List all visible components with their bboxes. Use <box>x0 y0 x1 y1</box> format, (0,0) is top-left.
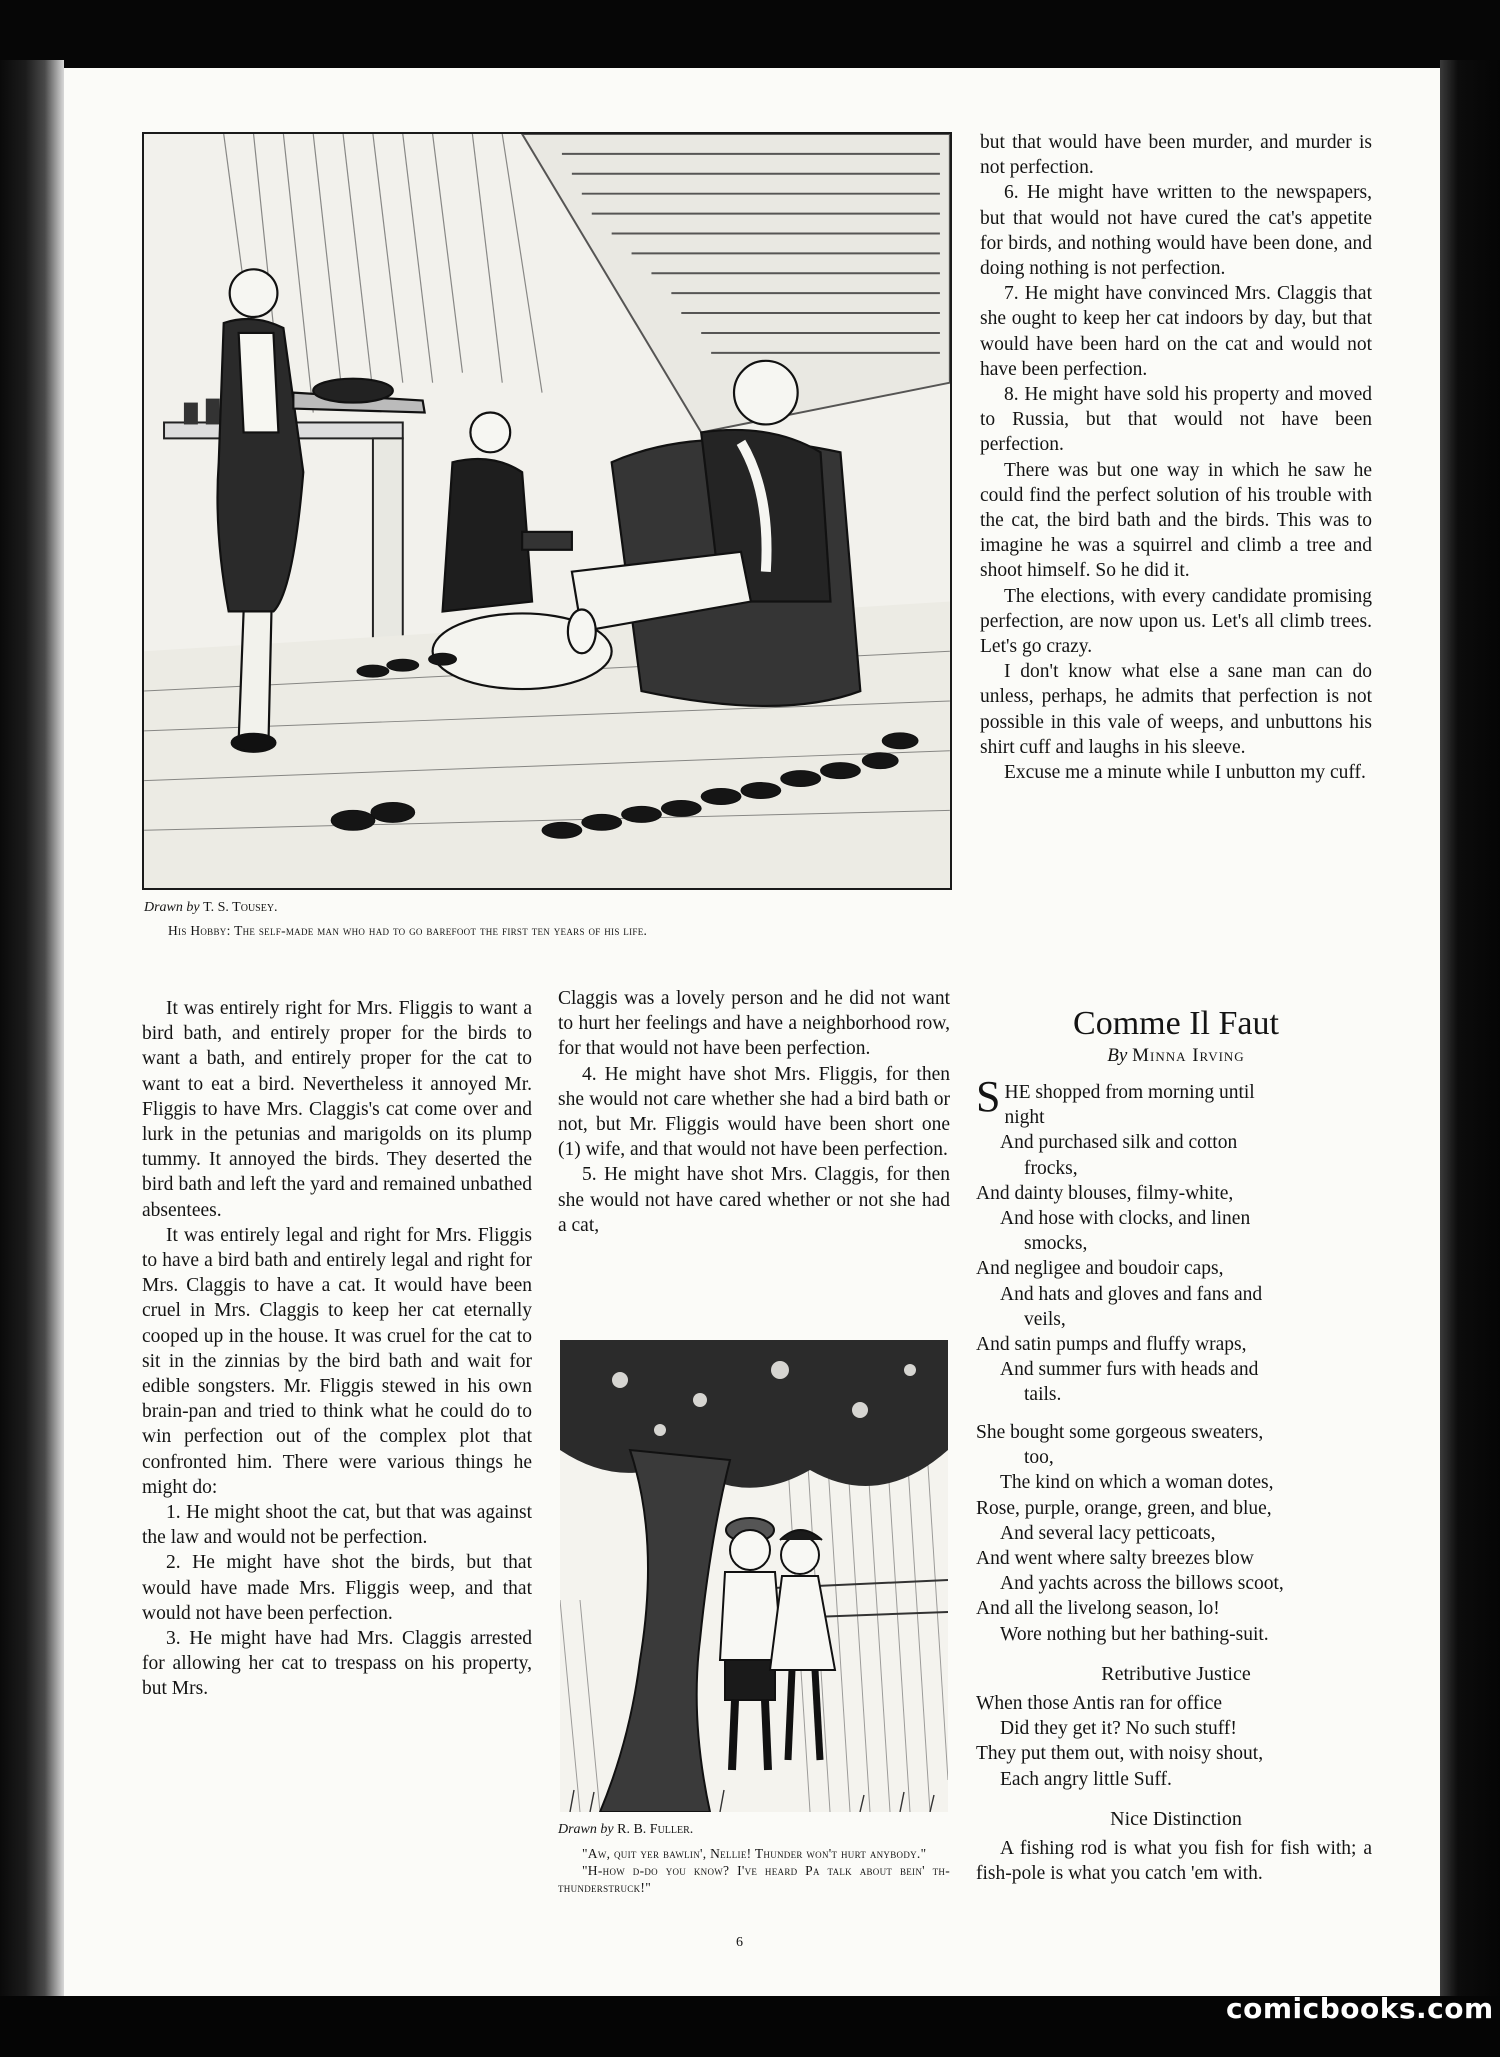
caption-line: "H-how d-do you know? I've heard Pa talk about bein' th-thunderstruck!" <box>558 1863 950 1895</box>
scan-border-right <box>1440 60 1500 2000</box>
poem-line: And hats and gloves and fans and <box>1000 1283 1263 1305</box>
article-paragraph: It was entirely legal and right for Mrs. Fliggis to have a bird bath and entirely legal and right for Mrs. Claggis to have a cat. It would have been cruel in Mrs. Claggis to keep her cat eternally cooped up in the house. It was cruel for the cat to sit in the zinnias by the bird bath and wait for edible songsters. Mr. Fliggis stewed in his own brain-pan and tried to think what he could do to win perfection out of the complex plot that confronted him. There were various things he might do: <box>142 1224 532 1498</box>
article-paragraph: The elections, with every candidate promising perfection, are now upon us. Let's all climb trees. Let's go crazy. <box>980 585 1372 658</box>
poem-line: frocks, <box>1024 1157 1078 1179</box>
credit-prefix: Drawn by <box>558 1822 614 1837</box>
scan-border-top <box>0 0 1500 68</box>
poem-stanza-2 <box>976 1420 1376 1647</box>
illustration-caption <box>558 1845 950 1896</box>
illustration-credit <box>558 1822 693 1838</box>
poem-line: And went where salty breezes blow <box>976 1548 1254 1570</box>
credit-artist: T. S. Tousey. <box>203 900 278 915</box>
poem-stanza-1 <box>976 1072 1376 1408</box>
illustration-caption: His Hobby: The self-made man who had to go barefoot the first ten years of his life. <box>168 923 648 938</box>
poem-line: Each angry little Suff. <box>1000 1768 1172 1790</box>
article-paragraph: 5. He might have shot Mrs. Claggis, for then she would not have cared whether or not she had a cat, <box>558 1164 950 1236</box>
poem-line: tails. <box>1024 1384 1062 1406</box>
poem-byline <box>980 1045 1372 1067</box>
byline-prefix: By <box>1107 1045 1128 1066</box>
nice-distinction-text: A fishing rod is what you fish for fish with; a fish-pole is what you catch 'em with. <box>976 1838 1372 1885</box>
article-paragraph: 6. He might have written to the newspapers, but that would not have cured the cat's appetite for birds, and nothing would have been done, and doing nothing is not perfection. <box>980 182 1372 280</box>
illustration-drawing <box>560 1340 948 1812</box>
poem-line: And negligee and boudoir caps, <box>976 1258 1224 1280</box>
article-column-3 <box>980 130 1372 785</box>
poem-title: Retributive Justice <box>1101 1663 1251 1685</box>
article-paragraph: 1. He might shoot the cat, but that was against the law and would not be perfection. <box>142 1502 532 1549</box>
poem-line: They put them out, with noisy shout, <box>976 1743 1264 1765</box>
poem-line: The kind on which a woman dotes, <box>1000 1472 1274 1494</box>
poem-retributive-justice <box>976 1691 1376 1792</box>
poem-line: And yachts across the billows scoot, <box>1000 1573 1284 1595</box>
article-paragraph: Claggis was a lovely person and he did not want to hurt her feelings and have a neighborhood row, for that would not have been perfection. <box>558 988 950 1060</box>
article-paragraph: 8. He might have sold his property and moved to Russia, but that would not have been perfection. <box>980 384 1372 456</box>
poem-line: And summer furs with heads and <box>1000 1359 1259 1381</box>
article-column-1 <box>142 996 532 1702</box>
poem-line: Wore nothing but her bathing-suit. <box>1000 1623 1269 1645</box>
article-paragraph: 7. He might have convinced Mrs. Claggis that she ought to keep her cat indoors by day, but that would have been hard on the cat and would not have been perfection. <box>980 283 1372 380</box>
article-paragraph: Excuse me a minute while I unbutton my cuff. <box>1004 762 1366 784</box>
poem-line: She bought some gorgeous sweaters, <box>976 1422 1264 1443</box>
poem-line: night <box>1004 1107 1045 1129</box>
illustration-self-made-man <box>142 132 952 890</box>
illustration-kids-in-rain <box>560 1340 948 1812</box>
illustration-drawing <box>144 134 950 888</box>
article-paragraph: 2. He might have shot the birds, but that would have made Mrs. Fliggis weep, and that would not have been perfection. <box>142 1552 532 1624</box>
credit-artist: R. B. Fuller. <box>617 1822 694 1837</box>
poem-line: And all the livelong season, lo! <box>976 1598 1220 1620</box>
page-number: 6 <box>736 1935 743 1950</box>
poem-line: Did they get it? No such stuff! <box>1000 1718 1237 1740</box>
credit-prefix: Drawn by <box>144 900 200 915</box>
poem-line: smocks, <box>1024 1233 1088 1255</box>
poem-line: And several lacy petticoats, <box>1000 1522 1216 1544</box>
article-paragraph: 3. He might have had Mrs. Claggis arrested for allowing her cat to trespass on his property, but Mrs. <box>142 1628 532 1700</box>
article-paragraph: I don't know what else a sane man can do unless, perhaps, he admits that perfection is not possible in this vale of weeps, and unbuttons his shirt cuff and laughs in his sleeve. <box>980 661 1372 758</box>
poem-title: Comme Il Faut <box>1073 1005 1279 1042</box>
poem-line: SHE shopped from morning until <box>976 1072 1255 1121</box>
illustration-credit <box>144 900 278 916</box>
caption-line: "Aw, quit yer bawlin', Nellie! Thunder won't hurt anybody." <box>582 1846 927 1861</box>
poem-line: And purchased silk and cotton <box>1000 1132 1238 1154</box>
poem-line: And hose with clocks, and linen <box>1000 1208 1251 1230</box>
article-paragraph: It was entirely right for Mrs. Fliggis to want a bird bath, and entirely proper for the birds to want a bath, and entirely proper for the cat to want to eat a bird. Nevertheless it annoyed Mr. Fliggis to have Mrs. Claggis's cat come over and lurk in the petunias and marigolds on its plump tummy. It annoyed the birds. They deserted the bird bath and left the yard and remained unbathed absentees. <box>142 998 532 1221</box>
scan-binding-shadow <box>0 60 64 2000</box>
article-paragraph: There was but one way in which he saw he could find the perfect solution of his trouble with the cat, the bird bath and the birds. This was to imagine he was a squirrel and climb a tree and shoot himself. So he did it. <box>980 459 1372 582</box>
article-paragraph: but that would have been murder, and murder is not perfection. <box>980 132 1372 179</box>
site-watermark: comicbooks.com <box>1226 1992 1494 2025</box>
drop-cap: S <box>976 1072 1001 1121</box>
article-column-2 <box>558 986 950 1238</box>
poem-line: And satin pumps and fluffy wraps, <box>976 1334 1247 1356</box>
poem-line: veils, <box>1024 1308 1066 1330</box>
poem-line: When those Antis ran for office <box>976 1693 1223 1714</box>
poem-line: And dainty blouses, filmy-white, <box>976 1182 1234 1204</box>
poem-line: too, <box>1024 1447 1054 1469</box>
poem-line: Rose, purple, orange, green, and blue, <box>976 1497 1272 1519</box>
poem-author: Minna Irving <box>1132 1045 1245 1066</box>
article-paragraph: 4. He might have shot Mrs. Fliggis, for then she would not care whether she had a bird bath or not, but Mr. Fliggis would have been short one (1) wife, and that would not have been perfection. <box>558 1063 950 1161</box>
section-title: Nice Distinction <box>1110 1808 1242 1830</box>
